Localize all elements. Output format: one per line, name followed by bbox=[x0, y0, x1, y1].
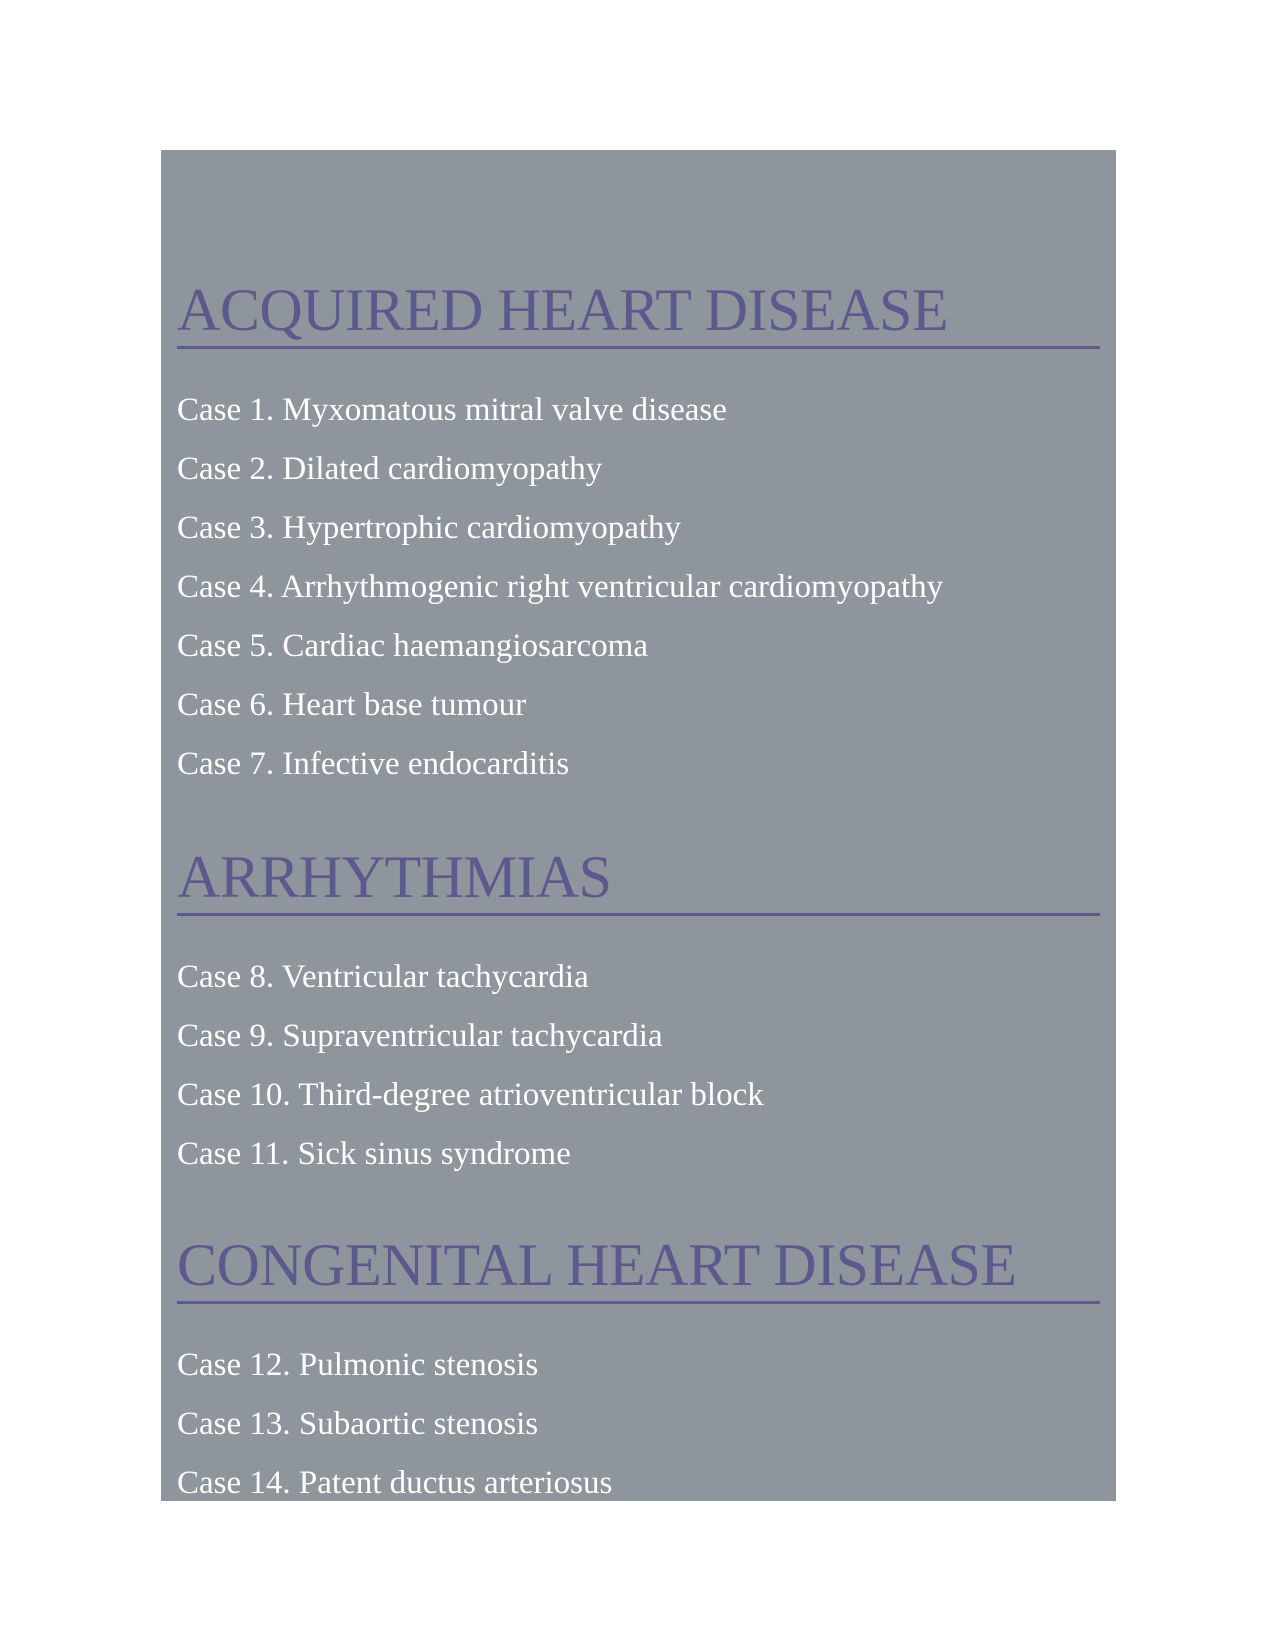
case-item: Case 4. Arrhythmogenic right ventricular cardiomyopathy bbox=[177, 569, 944, 605]
case-item: Case 14. Patent ductus arteriosus bbox=[177, 1465, 613, 1501]
case-item: Case 11. Sick sinus syndrome bbox=[177, 1136, 571, 1172]
heading-divider bbox=[177, 913, 1100, 916]
section-heading: ACQUIRED HEART DISEASE bbox=[177, 277, 948, 343]
case-list bbox=[177, 948, 1100, 1184]
case-item: Case 9. Supraventricular tachycardia bbox=[177, 1018, 663, 1054]
case-item: Case 13. Subaortic stenosis bbox=[177, 1406, 539, 1442]
case-item: Case 1. Myxomatous mitral valve disease bbox=[177, 392, 727, 428]
case-item: Case 8. Ventricular tachycardia bbox=[177, 959, 589, 995]
case-list bbox=[177, 1336, 1100, 1513]
case-list bbox=[177, 381, 1100, 794]
section-heading: CONGENITAL HEART DISEASE bbox=[177, 1232, 1017, 1298]
heading-divider bbox=[177, 346, 1100, 349]
section-acquired-heart-disease bbox=[177, 278, 1100, 794]
section-arrhythmias bbox=[177, 845, 1100, 1184]
case-item: Case 3. Hypertrophic cardiomyopathy bbox=[177, 510, 682, 546]
case-item: Case 12. Pulmonic stenosis bbox=[177, 1347, 539, 1383]
section-congenital-heart-disease bbox=[177, 1233, 1100, 1513]
heading-divider bbox=[177, 1301, 1100, 1304]
contents-panel bbox=[161, 150, 1116, 1501]
case-item: Case 2. Dilated cardiomyopathy bbox=[177, 451, 603, 487]
case-item: Case 7. Infective endocarditis bbox=[177, 746, 570, 782]
case-item: Case 10. Third-degree atrioventricular block bbox=[177, 1077, 764, 1113]
case-item: Case 6. Heart base tumour bbox=[177, 687, 527, 723]
section-heading: ARRHYTHMIAS bbox=[177, 844, 612, 910]
case-item: Case 5. Cardiac haemangiosarcoma bbox=[177, 628, 648, 664]
